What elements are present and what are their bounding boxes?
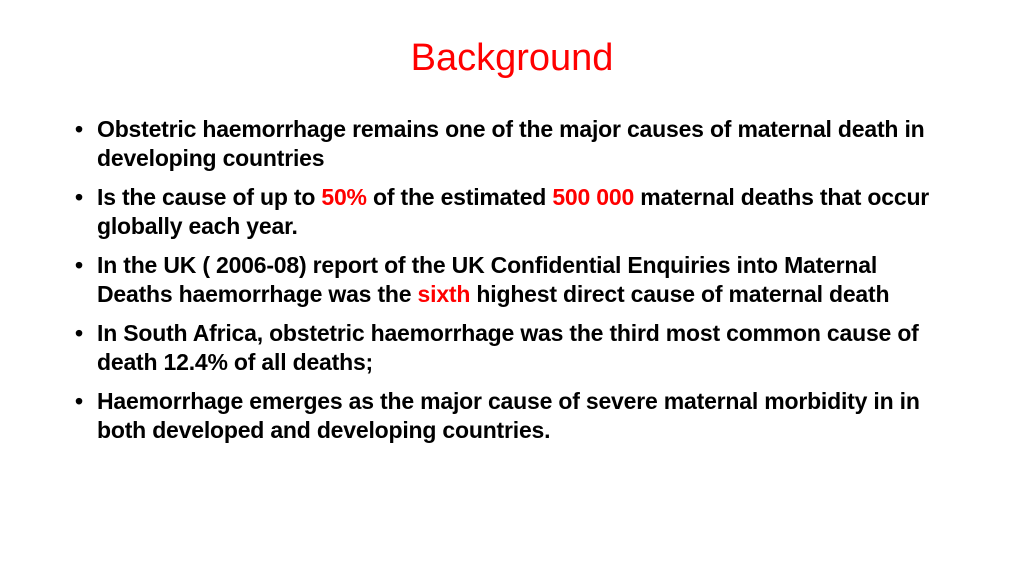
bullet-item-4 (73, 319, 953, 377)
slide-title: Background (410, 37, 614, 79)
bullet-dot-icon: • (75, 184, 83, 210)
bullet-item-3 (73, 251, 953, 309)
bullet-text-suffix: highest direct cause of maternal death (470, 281, 890, 307)
bullet-text: Haemorrhage emerges as the major cause of severe maternal morbidity in in both developed and developing countries. (97, 388, 920, 443)
bullet-item-5 (73, 387, 953, 445)
highlight-death-count: 500 000 (552, 184, 635, 210)
highlight-rank: sixth (417, 281, 471, 307)
bullet-text-prefix: Is the cause of up to (97, 184, 322, 210)
bullet-item-2 (73, 183, 953, 241)
bullet-dot-icon: • (75, 116, 83, 142)
bullet-text-suffix: maternal deaths that occur globally each year. (97, 184, 930, 239)
bullet-dot-icon: • (75, 252, 83, 278)
highlight-percentage: 50% (321, 184, 367, 210)
bullet-dot-icon: • (75, 320, 83, 346)
bullet-text-middle: of the estimated (366, 184, 553, 210)
bullet-text-prefix: In the UK ( 2006-08) report of the UK Confidential Enquiries into Maternal Deaths haemorrhage was the (97, 252, 878, 307)
bullet-list (73, 115, 953, 455)
bullet-dot-icon: • (75, 388, 83, 414)
bullet-item-1 (73, 115, 953, 173)
bullet-text: In South Africa, obstetric haemorrhage was the third most common cause of death 12.4% of all deaths; (97, 320, 919, 375)
bullet-text: Obstetric haemorrhage remains one of the major causes of maternal death in developing countries (97, 116, 925, 171)
